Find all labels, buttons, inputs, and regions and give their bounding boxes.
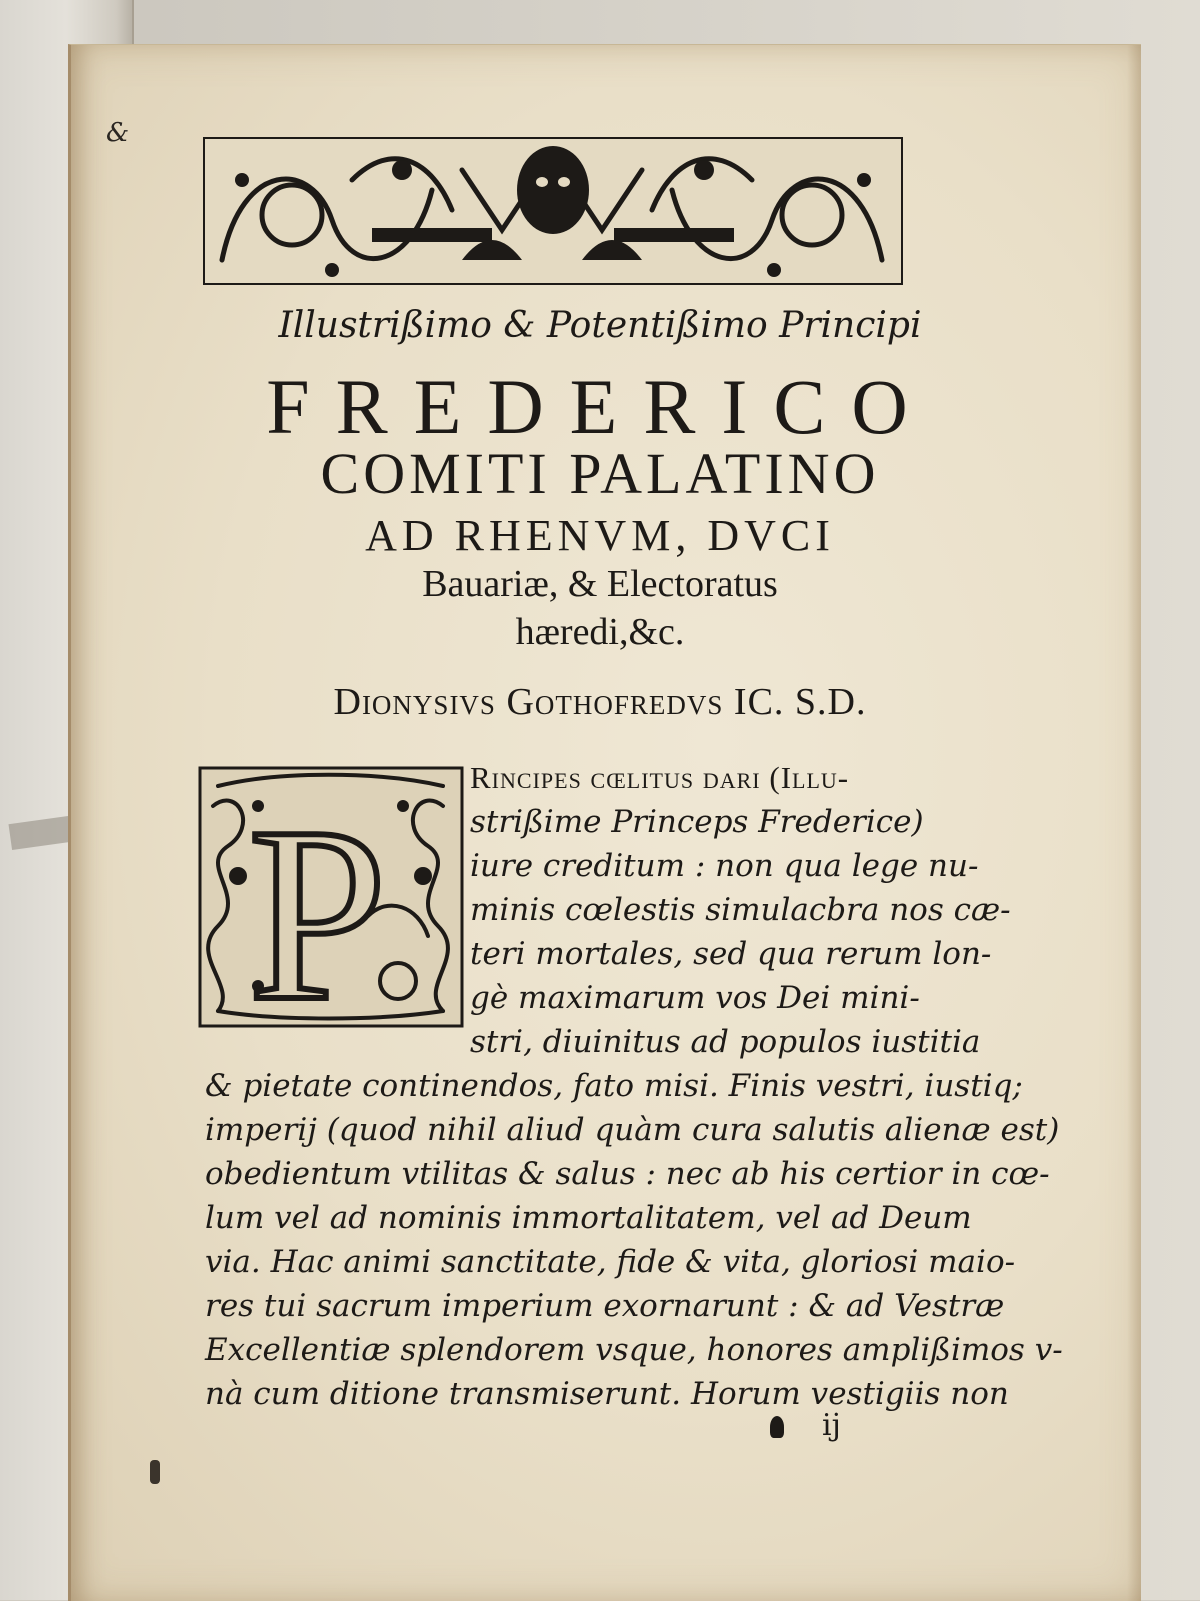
author-name: Dionysivs Gothofredvs [333,681,724,723]
body-line-3: iure creditum : non qua lege nu- [470,848,979,884]
dedication-line: Illustrißimo & Potentißimo Principi [278,305,922,346]
author-line [160,680,1040,724]
initial-letter: P [248,776,388,1028]
author-suffix: IC. S.D. [733,681,867,723]
body-line-12: via. Hac animi sanctitate, fide & vita, gloriosi maio- [205,1244,1016,1280]
ink-spot [150,1460,160,1484]
page-shadow-edge [1127,45,1141,1601]
title-line-2: AD RHENVM, DVCI [365,511,835,560]
body-line-4: minis cœlestis simulacbra nos cæ- [470,892,1011,928]
body-line-6: gè maximarum vos Dei mini- [470,980,920,1016]
signature-mark [770,1408,890,1443]
body-line-8: & pietate continendos, fato misi. Finis vestri, iustiq; [205,1068,1023,1104]
body-line-15: nà cum ditione transmiserunt. Horum vestigiis non [205,1376,1009,1412]
body-line-2: strißime Princeps Frederice) [470,804,924,840]
dedicatee-name: FREDERICO [266,363,934,450]
decorated-initial [198,766,464,1028]
body-line-9: imperij (quod nihil aliud quàm cura salutis alienæ est) [205,1112,1060,1148]
title-line-1: COMITI PALATINO [320,441,880,506]
signature-text: ij [822,1408,841,1443]
body-line-7: stri, diuinitus ad populos iustitia [470,1024,981,1060]
body-line-11: lum vel ad nominis immortalitatem, vel ad Deum [205,1200,972,1236]
body-line-13: res tui sacrum imperium exornarunt : & ad Vestræ [205,1288,1005,1324]
title-line-4: hæredi,&c. [515,611,685,653]
body-line-14: Excellentiæ splendorem vsque, honores amplißimos v- [205,1332,1063,1368]
title-line-3: Bauariæ, & Electoratus [422,563,778,605]
body-line-1: Rincipes cœlitus dari (Illu- [470,760,850,795]
corner-mark: & [106,118,130,148]
pilcrow-icon [770,1416,784,1438]
body-line-5: teri mortales, sed qua rerum lon- [470,936,992,972]
headpiece-ornament [202,120,904,288]
body-line-10: obedientum vtilitas & salus : nec ab his certior in cœ- [205,1156,1050,1192]
